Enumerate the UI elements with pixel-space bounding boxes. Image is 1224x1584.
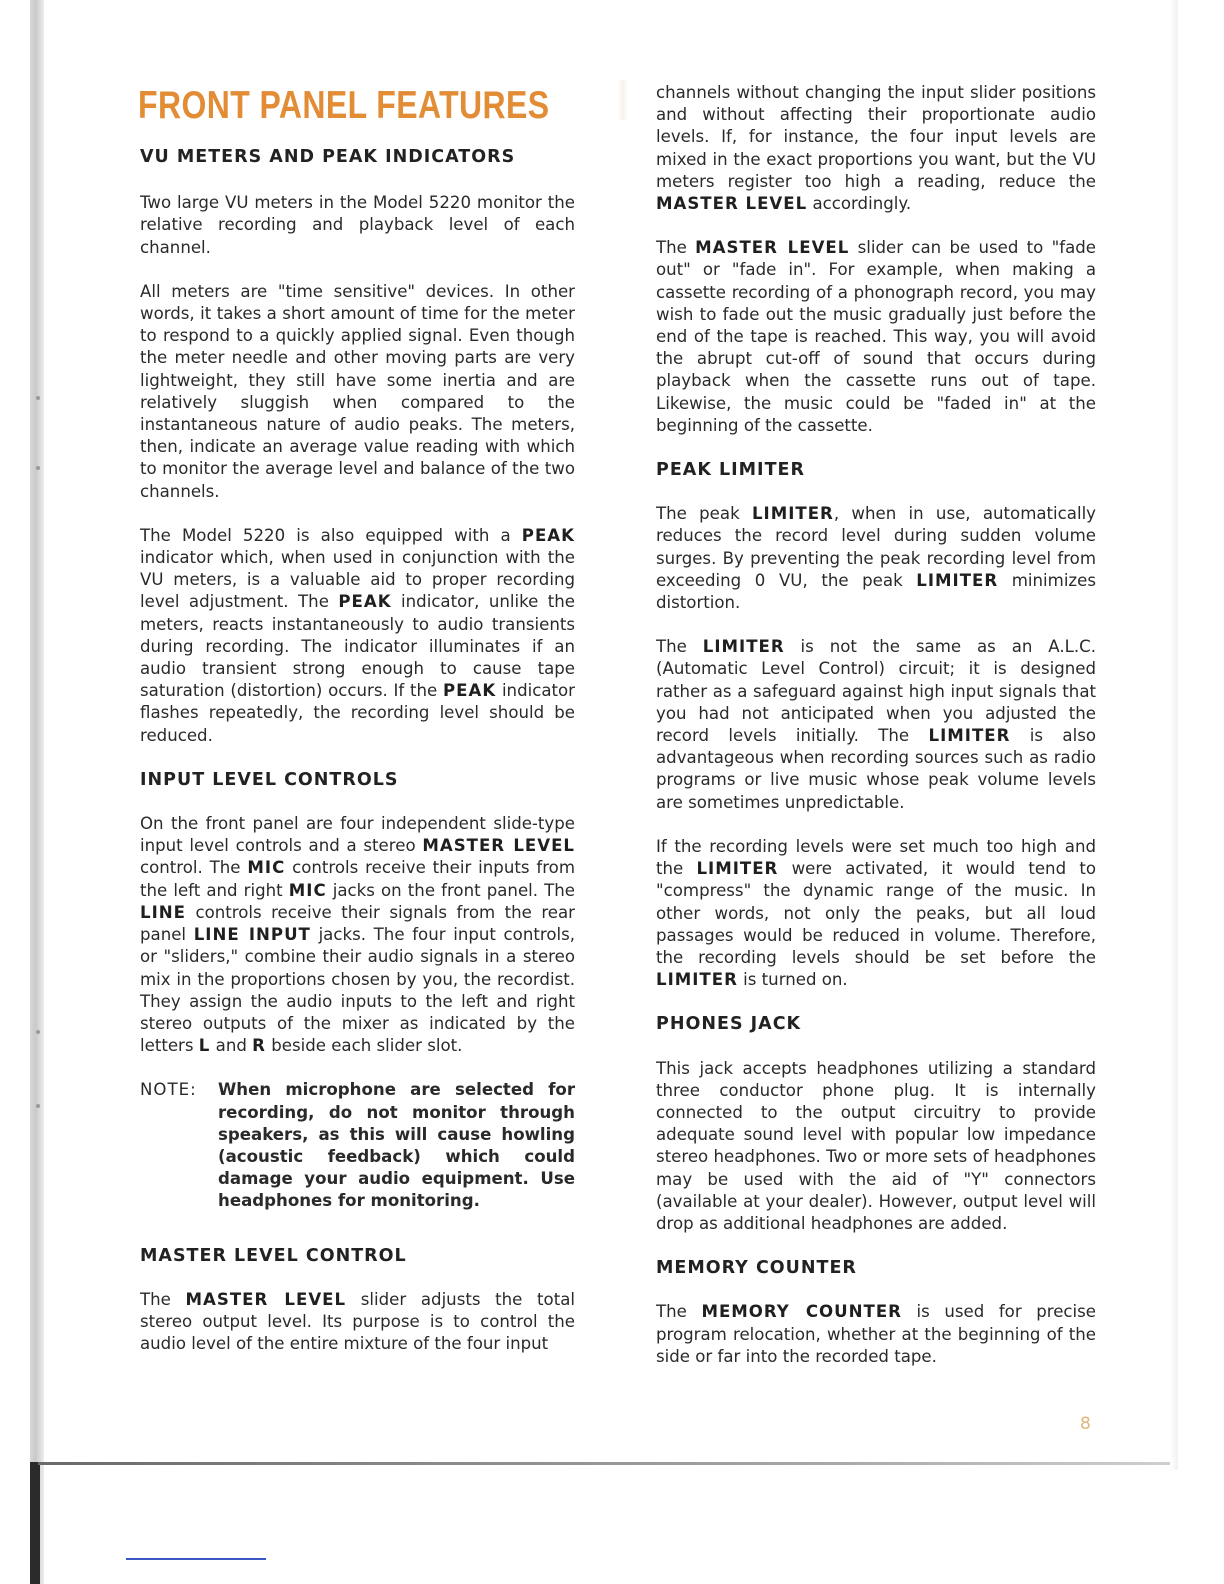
keyword-limiter: LIMITER [916,570,999,590]
paragraph-master-1-start: The MASTER LEVEL slider adjusts the total stereo output level. Its purpose is to control the audio level of the entire mixture of the four input [140,1289,575,1354]
heading-vu-meters: VU METERS AND PEAK INDICATORS [140,147,516,167]
margin-mark [36,1030,40,1034]
paragraph-phones-1: This jack accepts headphones utilizing a standard three conductor phone plug. It is internally connected to the output circuitry to provide adequate sound level with popular low impedance stereo headphones. Two or more sets of headphones may be used with the aid of "Y" connectors (available at your dealer). However, output level will drop as additional headphones are added. [656,1058,1096,1233]
paragraph-vu-1: Two large VU meters in the Model 5220 monitor the relative recording and playback level of each channel. [140,193,575,257]
paragraph-vu-3: The Model 5220 is also equipped with a PEAK indicator which, when used in conjunction with the VU meters, is a valuable aid to proper recording level adjustment. The PEAK indicator, unlike the meters, reacts instantaneously to audio transients during recording. The indicator illuminates if an audio transient strong enough to cause tape saturation (distortion) occurs. If the PEAK indicator flashes repeatedly, the recording level should be reduced. [140,525,576,745]
keyword-limiter: LIMITER [696,859,779,879]
keyword-l: L [198,1036,211,1056]
heading-memory-counter: MEMORY COUNTER [656,1258,857,1279]
heading-peak-limiter: PEAK LIMITER [656,460,805,481]
page-right-edge [1170,0,1178,1470]
keyword-master-level: MASTER LEVEL [656,194,808,214]
paragraph-limiter-2: The LIMITER is not the same as an A.L.C. (Automatic Level Control) circuit; it is designed rather as a safeguard against high input signals that you had not anticipated when you adjusted the record levels initially. The LIMITER is also advantageous when recording sources such as radio programs or live music whose peak volume levels are sometimes unpredictable. [656,637,1097,812]
keyword-master-level: MASTER LEVEL [422,836,575,856]
keyword-mic: MIC [288,880,327,900]
heading-input-level: INPUT LEVEL CONTROLS [140,769,399,790]
paragraph-vu-2: All meters are "time sensitive" devices. In other words, it takes a short amount of time for the meter to respond to a quickly applied signal. Even though the meter needle and other moving parts are very lightweight, they still have some inertia and are relatively sluggish when compared to the instantaneous nature of audio peaks. The meters, then, indicate an average value reading with which to monitor the average level and balance of the two channels. [140,281,575,501]
binding-shadow [30,1462,40,1584]
blue-underline-mark [126,1558,266,1560]
keyword-r: R [252,1036,266,1056]
paragraph-limiter-3: If the recording levels were set much too high and the LIMITER were activated, it would tend to "compress" the dynamic range of the music. In other words, not only the peaks, but all loud passages would be reduced in volume. Therefore, the recording levels should be set before the LIMITER is turned on. [656,836,1096,990]
page-fold-mark [618,80,628,120]
paragraph-memory-1: The MEMORY COUNTER is used for precise program relocation, whether at the beginning of the side or far into the recorded tape. [656,1302,1096,1366]
keyword-line: LINE [140,902,186,922]
page-number: 8 [1080,1414,1091,1434]
paragraph-limiter-1: The peak LIMITER, when in use, automatically reduces the record level during sudden volume surges. By preventing the peak recording level from exceeding 0 VU, the peak LIMITER minimizes distortion. [656,504,1096,613]
note-block [140,1079,575,1212]
paragraph-input-1: On the front panel are four independent slide-type input level controls and a stereo MASTER LEVEL control. The MIC controls receive their inputs from the left and right MIC jacks on the front panel. The LINE controls receive their signals from the rear panel LINE INPUT jacks. The four input controls, or "sliders," combine their audio signals in a stereo mix in the proportions chosen by you, the recordist. They assign the audio inputs to the left and right stereo outputs of the mixer as indicated by the letters L and R beside each slider slot. [140,814,576,1056]
keyword-peak: PEAK [521,525,575,545]
keyword-limiter: LIMITER [702,637,785,657]
page-title: FRONT PANEL FEATURES [138,84,550,127]
note-label: NOTE: [140,1080,197,1100]
margin-mark [36,396,40,400]
note-text: When microphone are selected for recording, do not monitor through speakers, as this will cause howling (acoustic feedback) which could damage your audio equipment. Use headphones for monitoring. [218,1080,575,1211]
keyword-mic: MIC [247,858,286,878]
keyword-peak: PEAK [338,592,392,612]
right-column [656,82,1096,1368]
keyword-master-level: MASTER LEVEL [185,1289,347,1309]
keyword-line-input: LINE INPUT [193,925,311,945]
page-binding-edge [30,0,44,1584]
margin-mark [36,466,40,470]
heading-master-level: MASTER LEVEL CONTROL [140,1245,407,1266]
keyword-limiter: LIMITER [656,970,738,990]
margin-mark [36,1104,40,1108]
keyword-peak: PEAK [443,681,497,701]
paragraph-master-2: The MASTER LEVEL slider can be used to "fade out" or "fade in". For example, when making a cassette recording of a phonograph record, you may wish to fade out the music gradually just before the end of the tape is reached. This way, you will avoid the abrupt cut-off of sound that occurs during playback when the cassette runs out of tape. Likewise, the music could be "faded in" at the beginning of the cassette. [656,238,1096,435]
keyword-memory-counter: MEMORY COUNTER [701,1302,902,1322]
left-column [140,0,575,1355]
paragraph-master-1-continued: channels without changing the input slider positions and without affecting their proportionate audio levels. If, for instance, the four input levels are mixed in the exact proportions you want, but the VU meters register too high a reading, reduce the MASTER LEVEL accordingly. [656,83,1096,214]
heading-phones-jack: PHONES JACK [656,1014,802,1035]
keyword-master-level: MASTER LEVEL [695,238,850,258]
keyword-limiter: LIMITER [928,726,1011,746]
page-bottom-rule [38,1462,1170,1465]
keyword-limiter: LIMITER [751,504,834,524]
